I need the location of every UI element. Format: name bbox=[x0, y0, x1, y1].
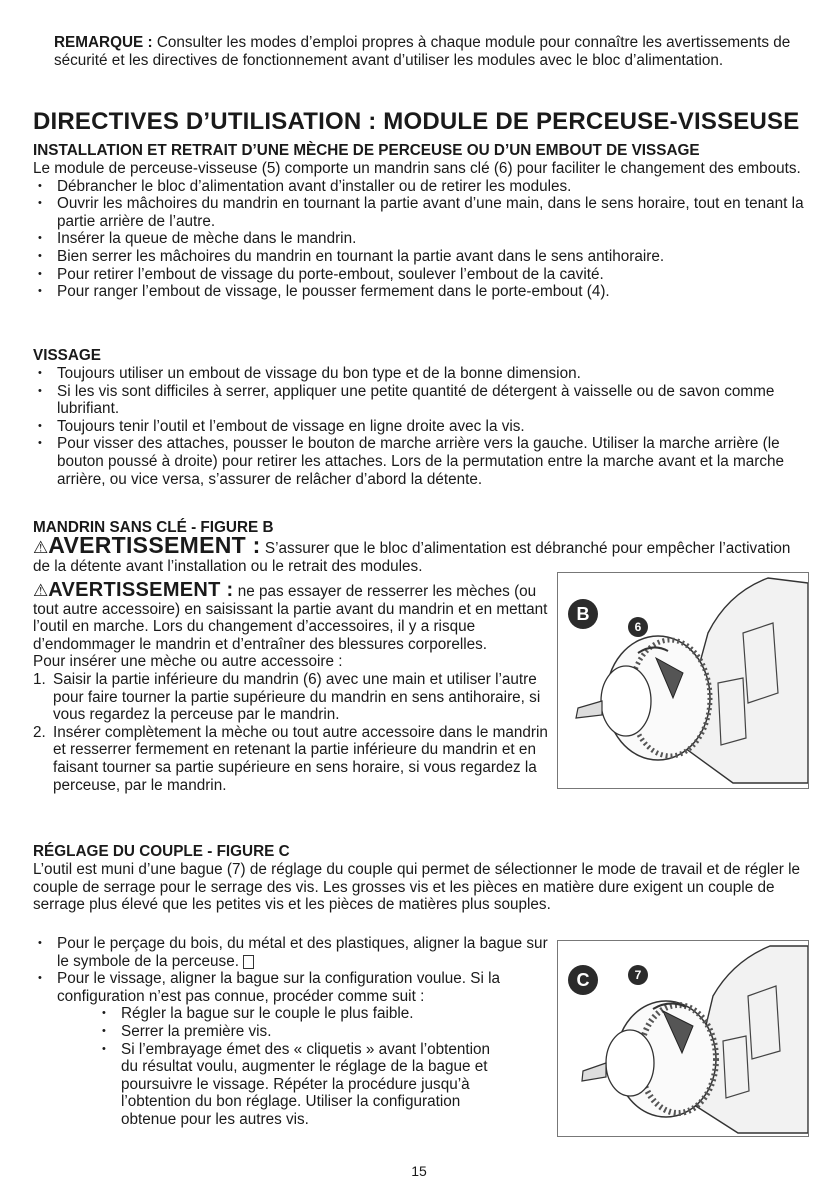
list-item: • Régler la bague sur le couple le plus faible. bbox=[97, 1005, 553, 1023]
couple-list-column bbox=[33, 935, 553, 1129]
main-title: DIRECTIVES D’UTILISATION : MODULE DE PERCEUSE-VISSEUSE bbox=[33, 108, 800, 135]
step-text: Saisir la partie inférieure du mandrin (6) avec une main et utiliser l’autre pour faire tourner la partie supérieure du mandrin en sens antihoraire, si vous regardez la perceuse par le mandrin. bbox=[53, 670, 541, 724]
list-item: • Toujours tenir l’outil et l’embout de vissage en ligne droite avec la vis. bbox=[33, 418, 808, 436]
warning-triangle-icon: ⚠ bbox=[33, 538, 49, 557]
list-item: • Débrancher le bloc d’alimentation avant d’installer ou de retirer les modules. bbox=[33, 178, 808, 196]
vissage-section bbox=[33, 347, 808, 488]
callout-7: 7 bbox=[628, 965, 648, 985]
warning-1 bbox=[33, 532, 808, 575]
list-item: • Pour visser des attaches, pousser le bouton de marche arrière vers la gauche. Utiliser la marche arrière (le bouton poussé à droite) pour retirer les attaches. Lors de la permutation entre la marche avant et la marche arrière, ou vice versa, s’assurer de relâcher d’abord la détente. bbox=[33, 435, 808, 488]
drill-chuck-illustration-c bbox=[558, 941, 808, 1136]
list-item bbox=[33, 724, 555, 794]
figure-b-label: B bbox=[568, 599, 598, 629]
remark-paragraph bbox=[54, 34, 794, 69]
list-item: • Si l’embrayage émet des « cliquetis » avant l’obtention du résultat voulu, augmenter le réglage de la bague et poursuivre le vissage. Répéter la procédure jusqu’à l’obtention du bon réglage. Utiliser la configuration obtenue pour les autres vis. bbox=[97, 1041, 501, 1129]
remark-label: REMARQUE : bbox=[54, 34, 153, 51]
mandrin-section bbox=[33, 519, 808, 575]
list-item: • Pour le vissage, aligner la bague sur la configuration voulue. Si la configuration n’est pas connue, procéder comme suit : bbox=[33, 970, 553, 1005]
mandrin-text-column bbox=[33, 579, 555, 794]
installation-section bbox=[33, 142, 808, 301]
vissage-heading: VISSAGE bbox=[33, 347, 102, 364]
warning-1-label: AVERTISSEMENT : bbox=[48, 532, 261, 558]
warning-2-label: AVERTISSEMENT : bbox=[48, 579, 234, 601]
mandrin-heading: MANDRIN SANS CLÉ - FIGURE B bbox=[33, 519, 274, 536]
list-item: • Toujours utiliser un embout de vissage du bon type et de la bonne dimension. bbox=[33, 365, 808, 383]
couple-section bbox=[33, 843, 808, 914]
figure-b bbox=[557, 572, 809, 789]
list-item: • Serrer la première vis. bbox=[97, 1023, 553, 1041]
list-item: • Insérer la queue de mèche dans le mandrin. bbox=[33, 230, 808, 248]
insert-intro: Pour insérer une mèche ou autre accessoire : bbox=[33, 653, 343, 671]
page-number: 15 bbox=[411, 1163, 427, 1179]
figure-c-label: C bbox=[568, 965, 598, 995]
couple-list bbox=[33, 935, 553, 1005]
remark-text: Consulter les modes d’emploi propres à chaque module pour connaître les avertissements de sécurité et les directives de fonctionnement avant d’utiliser les modules avec le bloc d’alimentation. bbox=[54, 34, 791, 69]
warning-1-text: S’assurer que le bloc d’alimentation est débranché pour empêcher l’activation de la détente avant l’installation ou le retrait des modules. bbox=[33, 540, 791, 575]
couple-heading: RÉGLAGE DU COUPLE - FIGURE C bbox=[33, 843, 290, 860]
step-number: 1. bbox=[33, 670, 46, 688]
step-text: Insérer complètement la mèche ou tout autre accessoire dans le mandrin et resserrer fermement en retenant la partie inférieure du mandrin et en faisant tourner sa partie supérieure en sens horaire, si vous regardez la perceuse, par le mandrin. bbox=[53, 723, 548, 794]
installation-list bbox=[33, 178, 808, 301]
list-item: • Pour ranger l’embout de vissage, le pousser fermement dans le porte-embout (4). bbox=[33, 283, 808, 301]
warning-2 bbox=[33, 579, 555, 653]
list-item: • Pour retirer l’embout de vissage du porte-embout, soulever l’embout de la cavité. bbox=[33, 266, 808, 284]
vissage-list bbox=[33, 365, 808, 488]
warning-2-text: ne pas essayer de resserrer les mèches (ou tout autre accessoire) en saisissant la partie avant du mandrin et en mettant l’outil en marche. Lors du changement d’accessoires, il y a risque d’endommager le mandrin et d’entraîner des blessures corporelles. bbox=[33, 583, 548, 653]
list-item: • Si les vis sont difficiles à serrer, appliquer une petite quantité de détergent à vaisselle ou de savon comme lubrifiant. bbox=[33, 383, 808, 418]
list-item: • Ouvrir les mâchoires du mandrin en tournant la partie avant d’une main, dans le sens horaire, tout en tenant la partie arrière de l’autre. bbox=[33, 195, 808, 230]
insert-steps bbox=[33, 671, 555, 794]
callout-6: 6 bbox=[628, 617, 648, 637]
couple-sub-list bbox=[97, 1005, 553, 1128]
list-item-text: Pour le perçage du bois, du métal et des plastiques, aligner la bague sur le symbole de la perceuse. bbox=[57, 935, 548, 970]
installation-heading: INSTALLATION ET RETRAIT D’UNE MÈCHE DE PERCEUSE OU D’UN EMBOUT DE VISSAGE bbox=[33, 142, 700, 159]
step-number: 2. bbox=[33, 723, 46, 741]
list-item: • Bien serrer les mâchoires du mandrin en tournant la partie avant dans le sens antihoraire. bbox=[33, 248, 808, 266]
installation-intro: Le module de perceuse-visseuse (5) comporte un mandrin sans clé (6) pour faciliter le changement des embouts. bbox=[33, 160, 801, 177]
couple-intro: L’outil est muni d’une bague (7) de réglage du couple qui permet de sélectionner le mode de travail et de régler le couple de serrage pour le serrage des vis. Les grosses vis et les pièces en matière dure exigent un couple de serrage plus élevé que les petites vis et les pièces de matières plus souples. bbox=[33, 861, 801, 914]
list-item bbox=[33, 671, 555, 724]
drill-symbol-icon bbox=[243, 955, 254, 969]
warning-triangle-icon: ⚠ bbox=[33, 581, 49, 600]
list-item bbox=[33, 935, 553, 970]
figure-c bbox=[557, 940, 809, 1137]
